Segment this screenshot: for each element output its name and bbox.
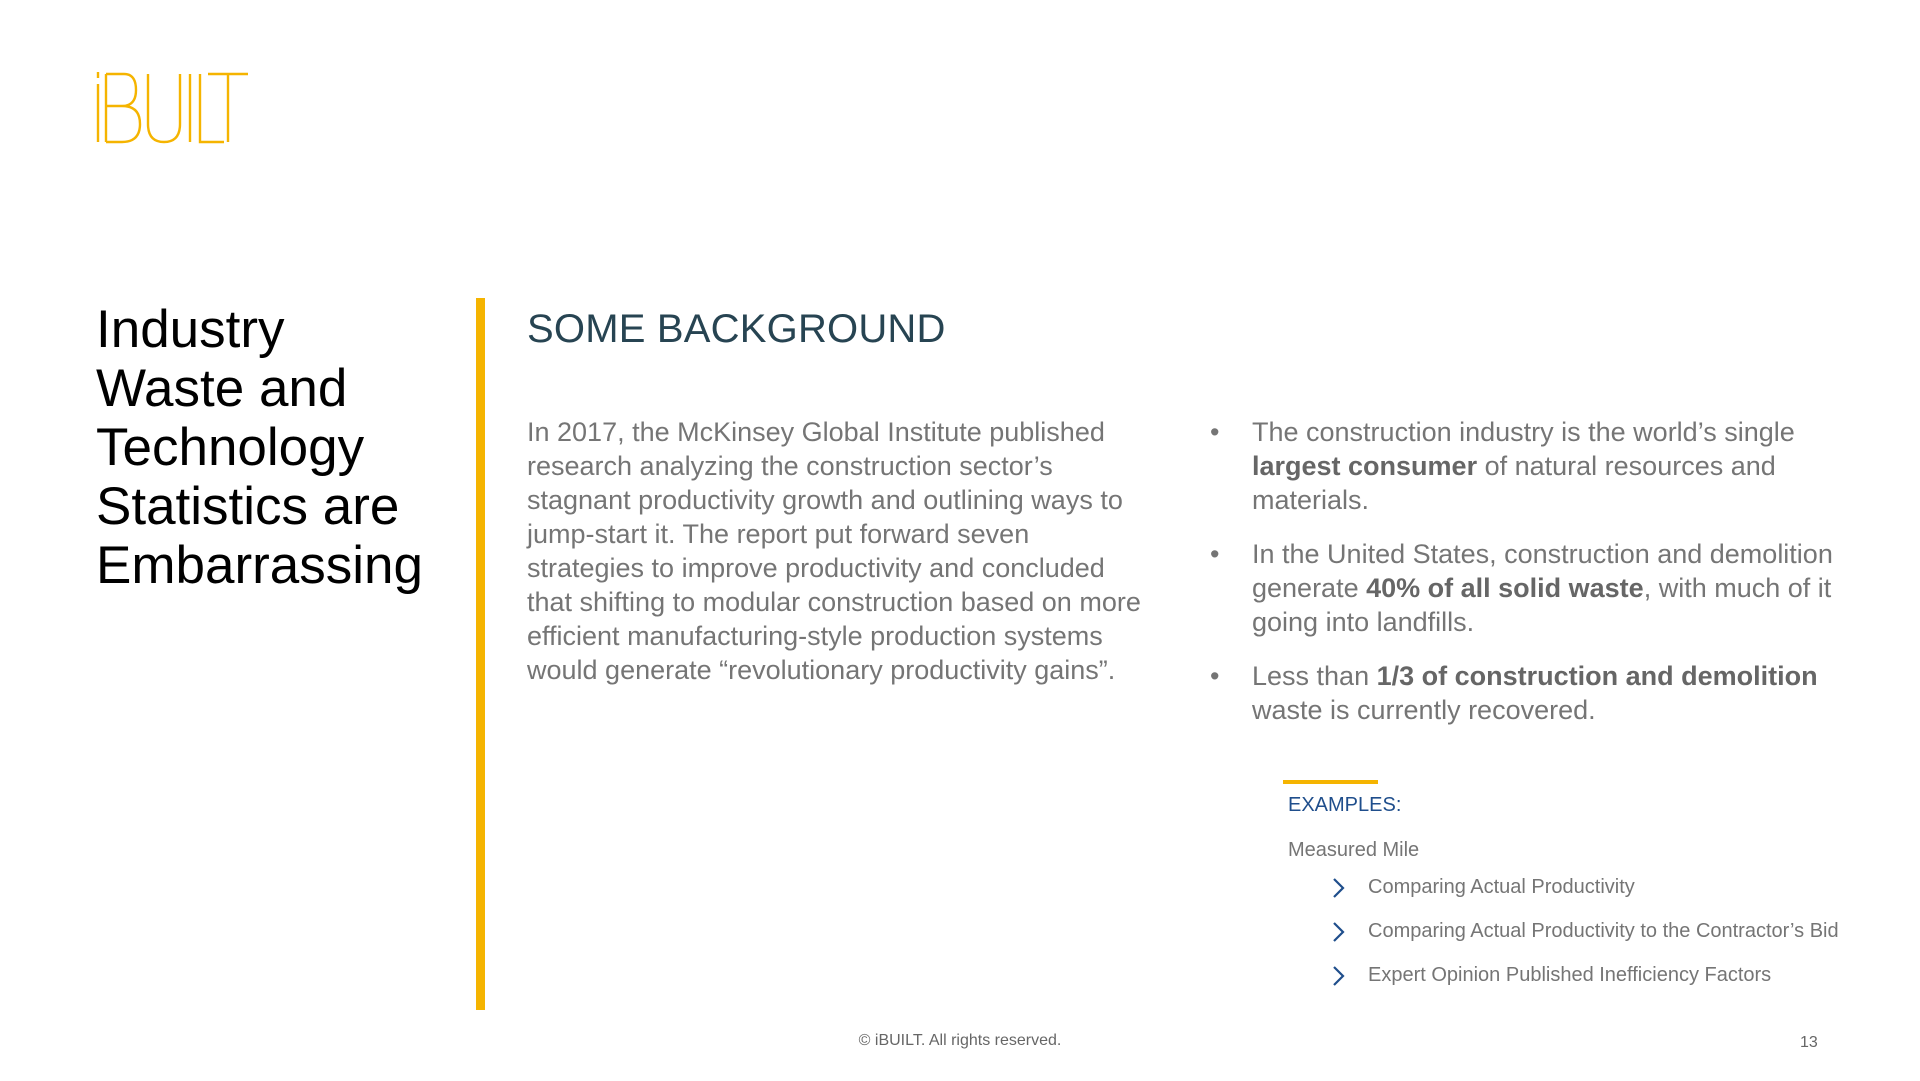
- list-item: [1210, 537, 1840, 639]
- bullet-text: waste is currently recovered.: [1252, 695, 1596, 725]
- title-line: Technology: [96, 418, 365, 477]
- chevron-right-icon: [1330, 963, 1348, 989]
- list-item: [1330, 962, 1839, 1006]
- example-item-text: Expert Opinion Published Inefficiency Factors: [1368, 964, 1772, 986]
- title-line: Industry: [96, 300, 285, 359]
- examples-list: [1330, 874, 1839, 1006]
- background-paragraph: In 2017, the McKinsey Global Institute published research analyzing the construction sector’s stagnant productivity growth and outlining ways to jump-start it. The report put forward seven strategies to improve productivity and concluded that shifting to modular construction based on more efficient manufacturing-style production systems would generate “revolutionary productivity gains”.: [527, 417, 1141, 685]
- title-line: Waste and: [96, 359, 348, 418]
- ibuilt-logo: [94, 70, 250, 146]
- chevron-right-icon: [1330, 919, 1348, 945]
- bullet-emphasis: 1/3 of construction and demolition: [1376, 661, 1818, 691]
- page-number: 13: [1800, 1034, 1818, 1051]
- examples-subheading: Measured Mile: [1288, 839, 1420, 861]
- slide-title: [96, 300, 456, 595]
- vertical-divider: [476, 298, 485, 1010]
- bullet-dot: •: [1210, 417, 1220, 447]
- examples-label: EXAMPLES:: [1288, 794, 1402, 816]
- bullet-emphasis: largest consumer: [1252, 451, 1478, 481]
- footer-copyright: © iBUILT. All rights reserved.: [858, 1032, 1062, 1049]
- list-item: [1330, 874, 1839, 918]
- bullet-text: of natural resources and materials.: [1252, 451, 1776, 515]
- bullet-text: , with much of it going into landfills.: [1252, 573, 1832, 637]
- title-line: Embarrassing: [96, 536, 423, 595]
- section-heading: SOME BACKGROUND: [527, 307, 946, 351]
- bullet-text: Less than: [1252, 661, 1377, 691]
- bullet-dot: •: [1210, 661, 1220, 691]
- bullet-text: The construction industry is the world’s single: [1252, 417, 1795, 447]
- list-item: [1210, 659, 1840, 727]
- example-item-text: Comparing Actual Productivity: [1368, 876, 1635, 898]
- chevron-right-icon: [1330, 875, 1348, 901]
- example-item-text: Comparing Actual Productivity to the Contractor’s Bid: [1368, 920, 1839, 942]
- bullet-dot: •: [1210, 539, 1220, 569]
- examples-accent-rule: [1283, 780, 1378, 784]
- bullet-list: [1210, 415, 1840, 747]
- list-item: [1330, 918, 1839, 962]
- bullet-text: In the United States, construction and demolition generate: [1252, 539, 1833, 603]
- title-line: Statistics are: [96, 477, 400, 536]
- bullet-emphasis: 40% of all solid waste: [1366, 573, 1644, 603]
- list-item: [1210, 415, 1840, 517]
